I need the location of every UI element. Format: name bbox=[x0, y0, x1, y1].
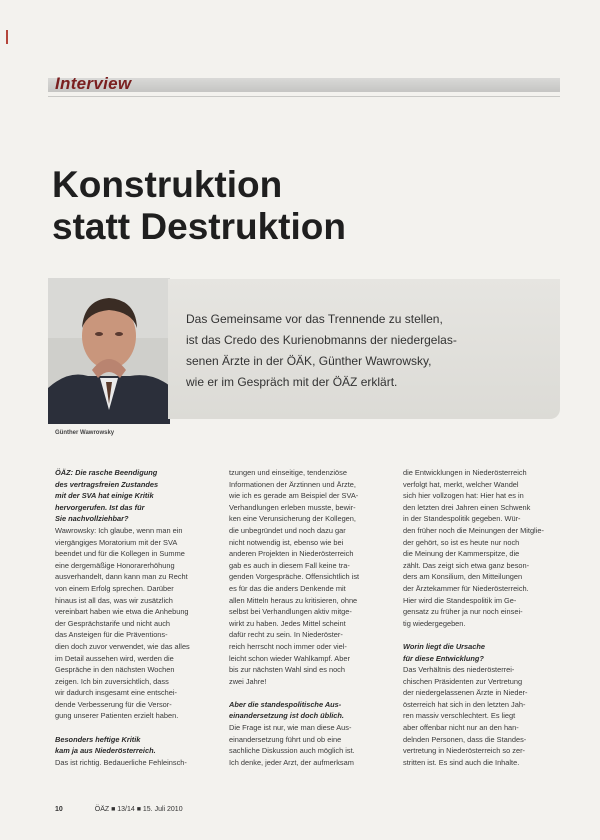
text-line: stritten ist. Es sind auch die Inhalte. bbox=[403, 757, 520, 767]
section-label: Interview bbox=[55, 74, 132, 93]
text-line: von einem Erfolg sprechen. Darüber bbox=[55, 583, 174, 593]
headline bbox=[52, 164, 552, 248]
issue-info: ÖÄZ ■ 13/14 ■ 15. Juli 2010 bbox=[94, 806, 183, 813]
paragraph-gap bbox=[229, 687, 391, 699]
intro-line: ist das Credo des Kurienobmanns der niedergelas- bbox=[186, 333, 457, 347]
question-line: Sie nachvollziehbar? bbox=[55, 514, 129, 524]
text-line: hinaus ist all das, was wir zusätzlich bbox=[55, 595, 173, 605]
text-line: ren massiv verschlechtert. Es liegt bbox=[403, 711, 516, 721]
text-line: nicht notwendig ist, ebenso wie bei bbox=[229, 537, 344, 547]
text-column-2 bbox=[229, 467, 391, 768]
text-line: Gespräche in den nächsten Wochen bbox=[55, 665, 175, 675]
text-line: ken eine Verunsicherung der Kollegen, bbox=[229, 514, 356, 524]
text-line: österreich hat sich in den letzten Jah- bbox=[403, 699, 526, 709]
edge-mark bbox=[6, 30, 8, 44]
page-number: 10 bbox=[55, 806, 63, 813]
text-line: zeigen. Ich bin zuversichtlich, dass bbox=[55, 676, 169, 686]
text-line: der Gesprächstarife und nicht auch bbox=[55, 618, 171, 628]
text-line: wir dadurch insgesamt eine entschei- bbox=[55, 688, 178, 698]
text-line: verfolgt hat, merkt, welcher Wandel bbox=[403, 479, 519, 489]
question-line: mit der SVA hat einige Kritik bbox=[55, 491, 154, 501]
text-line: Ich denke, jeder Arzt, der aufmerksam bbox=[229, 757, 354, 767]
paragraph-gap bbox=[55, 722, 217, 734]
question-line: hervorgerufen. Ist das für bbox=[55, 502, 145, 512]
text-line: viergängiges Moratorium mit der SVA bbox=[55, 537, 178, 547]
text-line: dafür recht zu sein. In Niederöster- bbox=[229, 630, 343, 640]
text-line: gung unserer Patienten erzielt haben. bbox=[55, 711, 179, 721]
text-line: dien doch zuvor verwendet, wie das alles bbox=[55, 641, 190, 651]
question-line: Besonders heftige Kritik bbox=[55, 734, 141, 744]
question-line: ÖÄZ: Die rasche Beendigung bbox=[55, 468, 158, 477]
text-line: die Entwicklungen in Niederösterreich bbox=[403, 468, 527, 477]
text-line: einandersetzung führt und ob eine bbox=[229, 734, 342, 744]
question-line: Worin liegt die Ursache bbox=[403, 641, 486, 651]
text-line: sich hier vollzogen hat: Hier hat es in bbox=[403, 491, 524, 501]
text-line: Hier wird die Standespolitik im Ge- bbox=[403, 595, 517, 605]
text-line: bis zur nächsten Wahl sind es noch bbox=[229, 665, 345, 675]
text-line: der gehört, so ist es heute nur noch bbox=[403, 537, 520, 547]
text-line: wie ich es gerade am Beispiel der SVA- bbox=[229, 491, 359, 501]
text-line: gensatz zu früher ja nur noch einsei- bbox=[403, 607, 523, 617]
text-line: zählt. Das zeigt sich etwa ganz beson- bbox=[403, 560, 530, 570]
text-line: Verhandlungen erleben musste, bewir- bbox=[229, 502, 356, 512]
text-line: Die Frage ist nur, wie man diese Aus- bbox=[229, 723, 352, 733]
text-line: vereinbart haben wie etwa die Anhebung bbox=[55, 607, 189, 617]
text-line: delnden Personen, dass die Standes- bbox=[403, 734, 527, 744]
photo-caption: Günther Wawrowsky bbox=[55, 430, 115, 436]
text-line: den früher noch die Meinungen der Mitglie- bbox=[403, 525, 544, 535]
text-line: allen Mitteln heraus zu kritisieren, ohne bbox=[229, 595, 358, 605]
intro-line: senen Ärzte in der ÖÄK, Günther Wawrowsky, bbox=[186, 354, 432, 368]
text-column-1 bbox=[55, 467, 217, 768]
text-line: Das Verhältnis des niederösterrei- bbox=[403, 665, 515, 675]
text-line: ausverhandelt, dann kann man zu Recht bbox=[55, 572, 188, 582]
question-line: einandersetzung ist doch üblich. bbox=[229, 711, 344, 721]
text-line: dende Verbesserung für die Versor- bbox=[55, 699, 172, 709]
text-line: genden Vorgespräche. Offensichtlich ist bbox=[229, 572, 360, 582]
question-line: des vertragsfreien Zustandes bbox=[55, 479, 159, 489]
headline-line-1: Konstruktion bbox=[52, 164, 283, 205]
text-column-3 bbox=[403, 467, 565, 768]
portrait-illustration bbox=[48, 278, 170, 424]
text-line: anderen Projekten in Niederösterreich bbox=[229, 549, 354, 559]
question-line: kam ja aus Niederösterreich. bbox=[55, 746, 156, 756]
text-line: tzungen und einseitige, tendenziöse bbox=[229, 468, 347, 477]
text-line: ders am Konsilium, den Mitteilungen bbox=[403, 572, 523, 582]
text-line: vertretung in Niederösterreich so zer- bbox=[403, 746, 525, 756]
text-line: eine dergemäßige Honorarerhöhung bbox=[55, 560, 175, 570]
text-line: zwei Jahre! bbox=[229, 676, 267, 686]
text-line: selbst bei Verhandlungen aktiv mitge- bbox=[229, 607, 352, 617]
portrait-photo bbox=[48, 278, 170, 424]
text-line: im Detail aussehen wird, werden die bbox=[55, 653, 174, 663]
text-line: Das ist richtig. Bedauerliche Fehleinsch- bbox=[55, 757, 187, 767]
page-footer bbox=[55, 806, 183, 813]
text-line: chischen Präsidenten zur Vertretung bbox=[403, 676, 523, 686]
intro-line: Das Gemeinsame vor das Trennende zu stellen, bbox=[186, 312, 443, 326]
headline-line-2: statt Destruktion bbox=[52, 206, 346, 247]
text-line: leicht schon wieder Wahlkampf. Aber bbox=[229, 653, 350, 663]
text-line: der Ärztekammer für Niederösterreich. bbox=[403, 583, 529, 593]
text-line: die unbegründet und noch dazu gar bbox=[229, 525, 346, 535]
text-line: in der Standespolitik gegeben. Wür- bbox=[403, 514, 521, 524]
intro-text bbox=[186, 309, 536, 393]
text-line: der niedergelassenen Ärzte in Nieder- bbox=[403, 688, 528, 698]
section-rule bbox=[48, 96, 560, 97]
text-line: beendet und für die Kollegen in Summe bbox=[55, 549, 185, 559]
text-line: sachliche Diskussion auch möglich ist. bbox=[229, 746, 355, 756]
text-line: reich herrscht noch immer oder viel- bbox=[229, 641, 347, 651]
text-line: den letzten drei Jahren einen Schwenk bbox=[403, 502, 531, 512]
question-line: Aber die standespolitische Aus- bbox=[229, 699, 342, 709]
text-line: gab es auch in diesem Fall keine tra- bbox=[229, 560, 350, 570]
paragraph-gap bbox=[403, 629, 565, 641]
text-line: Wawrowsky: Ich glaube, wenn man ein bbox=[55, 525, 183, 535]
text-line: es für das die anders Denkende mit bbox=[229, 583, 346, 593]
text-line: aber offenbar nicht nur an den han- bbox=[403, 723, 519, 733]
question-line: für diese Entwicklung? bbox=[403, 653, 484, 663]
text-line: die Meinung der Kammerspitze, die bbox=[403, 549, 520, 559]
intro-line: wie er im Gespräch mit der ÖÄZ erklärt. bbox=[186, 375, 398, 389]
text-line: wirkt zu haben. Jedes Mittel scheint bbox=[229, 618, 346, 628]
text-line: das Ansteigen für die Präventions- bbox=[55, 630, 168, 640]
text-line: Informationen der Ärztinnen und Ärzte, bbox=[229, 479, 356, 489]
text-line: tig wiedergegeben. bbox=[403, 618, 466, 628]
